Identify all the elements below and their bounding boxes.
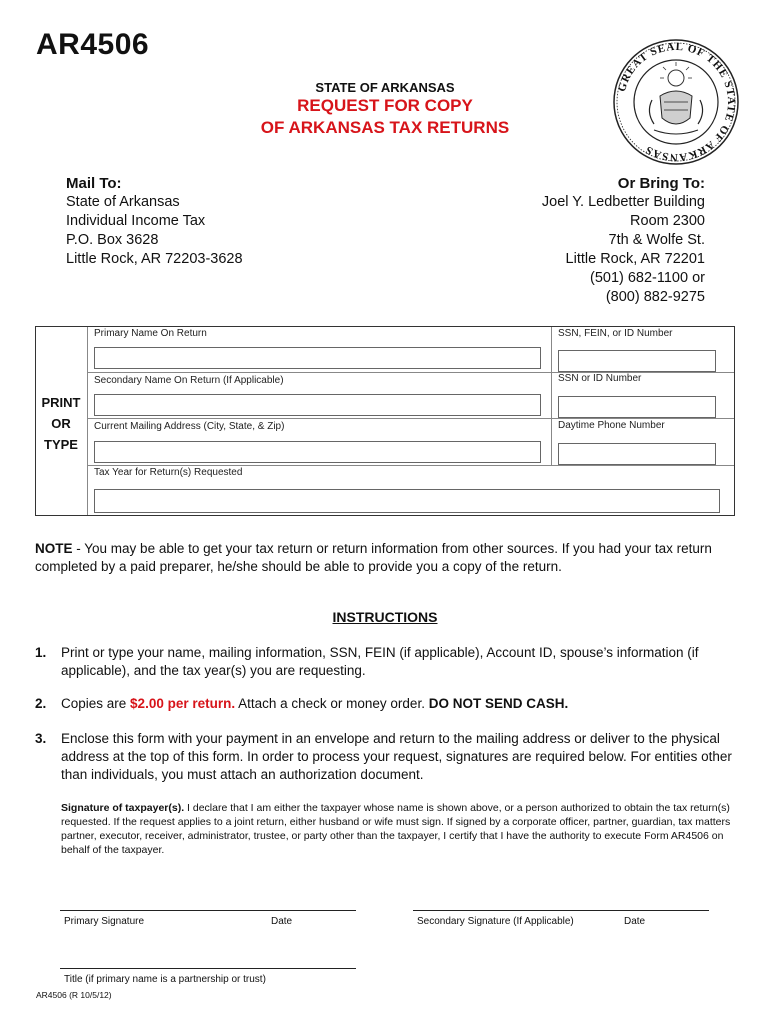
title-line[interactable] — [60, 968, 356, 969]
primary-name-label: Primary Name On Return — [94, 328, 207, 339]
address-line: Little Rock, AR 72203-3628 — [66, 251, 243, 267]
bring-to-heading: Or Bring To: — [617, 175, 705, 192]
signature-label: Signature of taxpayer(s). — [61, 802, 185, 814]
instruction-text: Enclose this form with your payment in an envelope and return to the mailing address or deliver to the physical address at the top of this form. In order to process your request, signatures are required below. For entities other than individuals, you must attach an authorization document. — [61, 731, 732, 782]
phone-input[interactable] — [558, 443, 716, 465]
address-line: P.O. Box 3628 — [66, 232, 159, 248]
price-per-return: $2.00 per return. — [130, 696, 236, 711]
side-label-word: OR — [51, 416, 71, 431]
form-revision: AR4506 (R 10/5/12) — [36, 990, 112, 1000]
secondary-name-input[interactable] — [94, 394, 541, 416]
declaration-text: I declare that I am either the taxpayer whose name is shown above, or a person authorized to obtain the tax return(s) requested. If the request applies to a joint return, either husband or wife must sign. If signed by a corporate officer, partner, guardian, tax matters partner, executor, receiver, administrator, trustee, or party other than the taxpayer, I certify that I have the authority to execute Form AR4506 on behalf of the taxpayer. — [61, 802, 731, 856]
side-label-word: PRINT — [41, 395, 81, 410]
address-line: Individual Income Tax — [66, 213, 206, 229]
date-label: Date — [271, 916, 293, 927]
instruction-item-3 — [35, 730, 737, 784]
primary-name-input[interactable] — [94, 347, 541, 369]
instruction-text: Print or type your name, mailing information, SSN, FEIN (if applicable), Account ID, spouse’s information (if applicable), and the tax year(s) you are requesting. — [61, 645, 699, 678]
title-line-label: Title (if primary name is a partnership or trust) — [64, 974, 266, 985]
instruction-text: Attach a check or money order. — [235, 696, 429, 711]
form-title-line1: REQUEST FOR COPY — [297, 96, 473, 115]
note-label: NOTE — [35, 541, 73, 556]
row-divider — [88, 465, 734, 466]
mailing-address-label: Current Mailing Address (City, State, & Zip) — [94, 421, 285, 432]
mail-to-address — [66, 174, 243, 269]
form-divider — [87, 327, 88, 515]
svg-text:GREAT SEAL OF THE STATE OF ARK: GREAT SEAL OF THE STATE OF ARKANSAS — [616, 40, 738, 164]
ssn-fein-input[interactable] — [558, 350, 716, 372]
note-paragraph — [35, 540, 737, 576]
instructions-heading: INSTRUCTIONS — [332, 609, 438, 625]
column-divider — [551, 327, 552, 465]
state-line: STATE OF ARKANSAS — [315, 80, 455, 95]
instruction-number: 3. — [35, 731, 47, 746]
ssn-fein-label: SSN, FEIN, or ID Number — [558, 328, 673, 339]
mail-to-heading: Mail To: — [66, 175, 122, 192]
row-divider — [88, 418, 734, 419]
ssn-id-label: SSN or ID Number — [558, 373, 642, 384]
tax-year-label: Tax Year for Return(s) Requested — [94, 467, 243, 478]
ssn-id-input[interactable] — [558, 396, 716, 418]
note-text: - You may be able to get your tax return or return information from other sources. If you had your tax return completed by a paid preparer, he/she should be able to provide you a copy of the return. — [35, 541, 712, 574]
tax-year-input[interactable] — [94, 489, 720, 513]
address-line: (800) 882-9275 — [605, 289, 705, 305]
instruction-item-2 — [35, 695, 737, 713]
secondary-signature-label: Secondary Signature (If Applicable) — [417, 916, 574, 927]
side-label-word: TYPE — [44, 437, 78, 452]
signature-declaration — [61, 801, 739, 857]
no-cash-warning: DO NOT SEND CASH. — [428, 696, 569, 711]
address-line: Little Rock, AR 72201 — [565, 251, 705, 267]
address-line: Room 2300 — [630, 213, 705, 229]
mailing-address-input[interactable] — [94, 441, 541, 463]
instruction-number: 2. — [35, 696, 47, 711]
primary-signature-label: Primary Signature — [64, 916, 145, 927]
date-label: Date — [624, 916, 646, 927]
print-or-type-label — [36, 392, 86, 455]
form-id: AR4506 — [36, 28, 150, 61]
phone-label: Daytime Phone Number — [558, 420, 665, 431]
address-line: State of Arkansas — [66, 194, 180, 210]
instruction-text: Copies are — [61, 696, 131, 711]
address-line: Joel Y. Ledbetter Building — [541, 194, 705, 210]
primary-signature-line[interactable] — [60, 910, 356, 911]
state-seal-icon — [612, 38, 740, 166]
secondary-name-label: Secondary Name On Return (If Applicable) — [94, 375, 284, 386]
instruction-item-1 — [35, 644, 737, 680]
form-title-line2: OF ARKANSAS TAX RETURNS — [260, 118, 510, 137]
secondary-signature-line[interactable] — [413, 910, 709, 911]
bring-to-address — [542, 174, 705, 307]
address-line: 7th & Wolfe St. — [608, 232, 705, 248]
instruction-number: 1. — [35, 645, 47, 660]
address-line: (501) 682-1100 or — [589, 270, 705, 286]
